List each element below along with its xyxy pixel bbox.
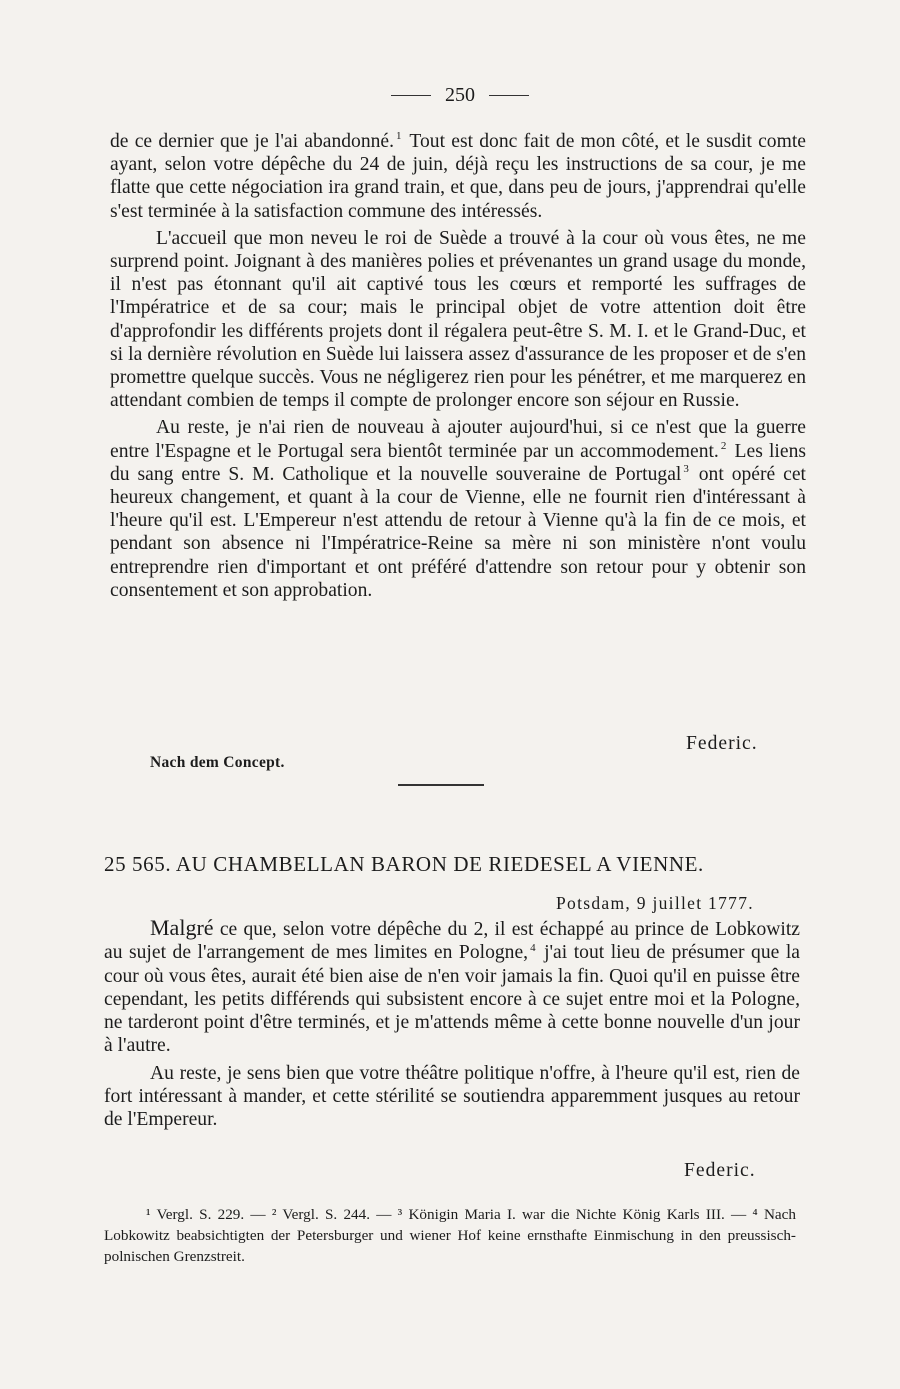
page-header [380,84,540,107]
paragraph-text: ont opéré cet heureux changement, et quant à la cour de Vienne, elle ne fournit rien d'intéressant à l'heure qu'il est. L'Empereur n'est attendu de retour à Vienne qu'à la fin de ce mois, et pendant son absence ni l'Impératrice-Reine sa mère ni son ministère n'ont voulu entreprendre rien d'important et ont préféré d'attendre son retour pour y obtenir son consentement et son approbation. [110,463,806,601]
footnote-ref: 3 [683,463,689,476]
source-note: Nach dem Concept. [150,754,285,771]
signature: Federic. [686,733,758,754]
letter-body-previous [110,130,806,602]
paragraph: L'accueil que mon neveu le roi de Suède a trouvé à la cour où vous êtes, ne me surprend point. Joignant à des manières polies et prévenantes un grand usage du monde, il n'est pas étonnant qu'il ait captivé tous les cœurs et remporté les suffrages de l'Impératrice et de sa cour; mais le principal objet de votre attention doit être d'approfondir les différents projets dont il régalera peut-être S. M. I. et le Grand-Duc, et si la dernière révolution en Suède lui laissera assez d'assurance de les proposer et de s'en promettre quelque succès. Vous ne négligerez rien pour les pénétrer, et me marquerez en attendant combien de temps il compte de prolonger encore son séjour en Russie. [110,227,806,412]
footnote-ref: 2 [720,440,727,453]
paragraph [104,916,800,1058]
footnotes [104,1204,796,1267]
first-word: Malgré [150,915,214,940]
paragraph-text: j'ai tout lieu de présumer que la cour où vous êtes, aurait été bien aise de n'en voir jamais la fin. Quoi qu'il en puisse être cependant, les petits différends qui subsistent encore à ce sujet entre moi et la Pologne, ne tarderont point d'être terminés, et je m'attends même à cette bonne nouvelle d'un jour à l'autre. [104,942,801,1057]
paragraph-text: Au reste, je n'ai rien de nouveau à ajouter aujourd'hui, si ce n'est que la guerre entre l'Espagne et le Portugal sera bientôt terminée par un accommodement. [110,417,806,462]
footnote-text: ¹ Vergl. S. 229. — ² Vergl. S. 244. — ³ Königin Maria I. war die Nichte König Karls III. — ⁴ Nach Lobkowitz beabsichtigten der Petersburger und wiener Hof keine ernsthafte Einmischung in den preussisch-polnischen Grenzstreit. [104,1206,796,1265]
footnote-ref: 4 [530,941,536,954]
paragraph-text: de ce dernier que je l'ai abandonné. [110,131,395,152]
letter-heading: 25 565. AU CHAMBELLAN BARON DE RIEDESEL A VIENNE. [104,852,704,876]
paragraph: Au reste, je sens bien que votre théâtre politique n'offre, à l'heure qu'il est, rien de fort intéressant à mander, et cette stérilité se soutiendra apparemment jusques au retour de l'Empereur. [104,1062,800,1131]
paragraph-text: Tout est donc fait de mon côté, et le susdit comte ayant, selon votre dépêche du 24 de juin, déjà reçu les instructions de sa cour, je me flatte que cette négociation ira grand train, et que, dans peu de jours, j'apprendrai qu'elle s'est terminée à la satisfaction commune des intéressés. [110,131,806,222]
paragraph [110,416,806,602]
footnote-ref: 1 [396,130,402,143]
page-number: 250 [445,84,475,106]
signature: Federic. [684,1160,756,1181]
paragraph-text: ce que, selon votre dépêche du 2, il est échappé au prince de Lobkowitz au sujet de l'arrangement de mes limites en Pologne, [104,919,800,964]
header-rule-left [391,95,431,96]
paragraph-text: Les liens du sang entre S. M. Catholique et la nouvelle souveraine de Portugal [110,440,806,485]
letter-body [104,916,800,1132]
dateline: Potsdam, 9 juillet 1777. [556,893,754,913]
section-divider [398,784,484,786]
paragraph [110,130,806,223]
header-rule-right [489,95,529,96]
